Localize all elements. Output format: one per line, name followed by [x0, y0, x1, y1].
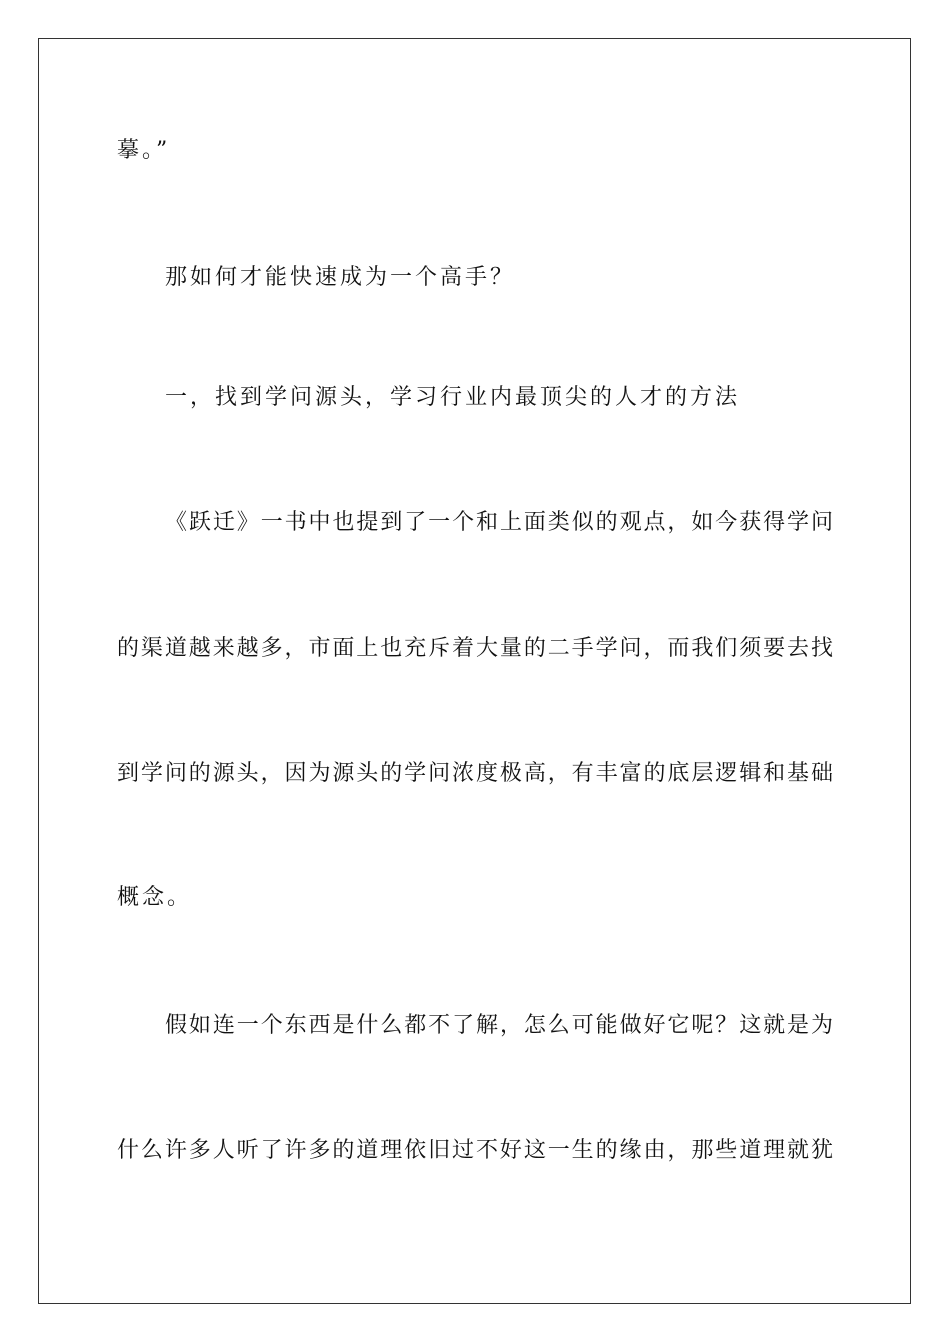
- text-line-8: 假如连一个东西是什么都不了解，怎么可能做好它呢？这就是为: [165, 1013, 833, 1038]
- text-line-3: 一，找到学问源头，学习行业内最顶尖的人才的方法: [165, 385, 741, 410]
- text-line-9: 什么许多人听了许多的道理依旧过不好这一生的缘由，那些道理就犹: [117, 1138, 833, 1163]
- page-frame: [38, 38, 911, 1304]
- text-line-5: 的渠道越来越多，市面上也充斥着大量的二手学问，而我们须要去找: [117, 636, 833, 661]
- text-line-6: 到学问的源头，因为源头的学问浓度极高，有丰富的底层逻辑和基础: [117, 761, 833, 786]
- text-line-1: 摹。”: [117, 138, 171, 163]
- text-line-4: 《跃迁》一书中也提到了一个和上面类似的观点，如今获得学问: [165, 510, 833, 535]
- text-line-7: 概念。: [117, 885, 193, 910]
- text-line-2: 那如何才能快速成为一个高手？: [165, 265, 516, 290]
